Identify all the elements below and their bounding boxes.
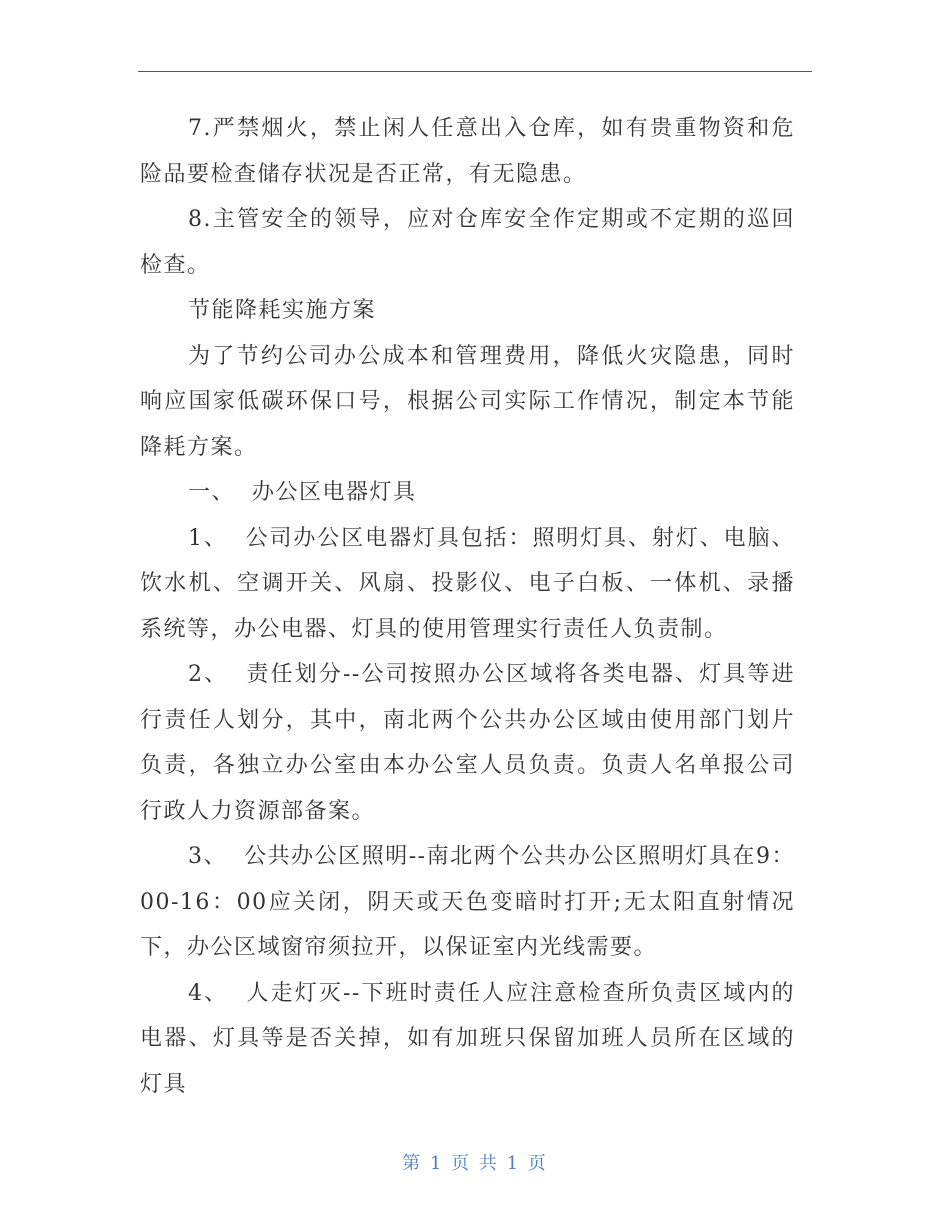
paragraph-point-1: 1、 公司办公区电器灯具包括：照明灯具、射灯、电脑、饮水机、空调开关、风扇、投影仪、电子白板、一体机、录播系统等，办公电器、灯具的使用管理实行责任人负责制。	[140, 525, 795, 642]
paragraph-point-3: 3、 公共办公区照明--南北两个公共办公区照明灯具在9：00-16：00应关闭，阴天或天色变暗时打开;无太阳直射情况下，办公区域窗帘须拉开，以保证室内光线需要。	[140, 844, 795, 960]
section-title: 节能降耗实施方案	[188, 298, 377, 323]
page-footer: 第 1 页 共 1 页	[402, 1153, 548, 1174]
paragraph-point-4: 4、 人走灯灭--下班时责任人应注意检查所负责区域内的电器、灯具等是否关掉，如有加班只保留加班人员所在区域的灯具	[140, 980, 795, 1097]
paragraph-item-8: 8.主管安全的领导，应对仓库安全作定期或不定期的巡回检查。	[140, 207, 795, 278]
document-body	[140, 106, 795, 1107]
intro-paragraph: 为了节约公司办公成本和管理费用，降低火灾隐患，同时响应国家低碳环保口号，根据公司实际工作情况，制定本节能降耗方案。	[140, 343, 795, 460]
paragraph-point-2: 2、 责任划分--公司按照办公区域将各类电器、灯具等进行责任人划分，其中，南北两个公共办公区域由使用部门划片负责，各独立办公室由本办公室人员负责。负责人名单报公司行政人力资源部备案。	[140, 662, 795, 824]
section-heading-1: 一、 办公区电器灯具	[188, 480, 417, 505]
paragraph-item-7: 7.严禁烟火，禁止闲人任意出入仓库，如有贵重物资和危险品要检查储存状况是否正常，有无隐患。	[140, 116, 795, 187]
header-rule	[138, 71, 812, 72]
